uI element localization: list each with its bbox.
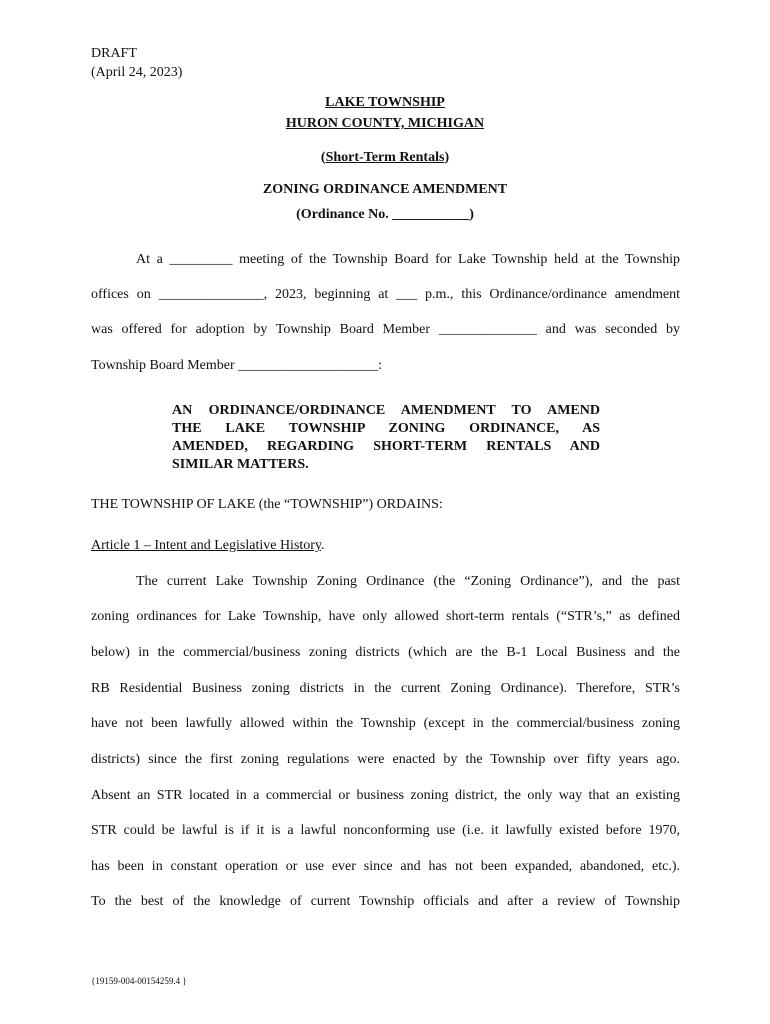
amendment-title: ZONING ORDINANCE AMENDMENT: [262, 182, 508, 197]
intro-line-1: At a _________ meeting of the Township Board for Lake Township held at the Township: [136, 252, 680, 267]
article-1-heading-period: .: [321, 538, 325, 553]
article-1-heading-text: Article 1 – Intent and Legislative History: [91, 538, 322, 553]
article-1-line: To the best of the knowledge of current Township officials and after a review of Township: [91, 894, 680, 909]
county-title: HURON COUNTY, MICHIGAN: [285, 116, 485, 131]
township-title: LAKE TOWNSHIP: [325, 95, 445, 110]
article-1-line: districts) since the first zoning regulations were enacted by the Township over fifty years ago.: [91, 752, 680, 767]
subject-title: [0, 150, 770, 166]
article-1-line: RB Residential Business zoning districts in the current Zoning Ordinance). Therefore, STR’s: [91, 681, 680, 696]
subject-close-paren: ): [444, 150, 450, 165]
subject-open-paren: (: [320, 150, 326, 165]
ordinance-number: (Ordinance No. ___________): [296, 207, 474, 222]
article-1-line: has been in constant operation or use ever since and has not been expanded, abandoned, etc.).: [91, 859, 680, 874]
article-1-heading: [91, 538, 325, 554]
draft-date: (April 24, 2023): [91, 65, 183, 80]
intro-line-3: was offered for adoption by Township Board Member ______________ and was seconded by: [91, 322, 680, 337]
document-footer-id: {19159-004-00154259.4 }: [91, 976, 187, 986]
caption-line-2: THE LAKE TOWNSHIP ZONING ORDINANCE, AS: [172, 421, 600, 436]
article-1-line: have not been lawfully allowed within the Township (except in the commercial/business zoning: [91, 716, 680, 731]
article-1-line: STR could be lawful is if it is a lawful nonconforming use (i.e. it lawfully existed before 1970,: [91, 823, 680, 838]
draft-label: DRAFT: [91, 46, 137, 61]
subject-text: Short-Term Rentals: [325, 150, 445, 165]
caption-line-4: SIMILAR MATTERS.: [172, 457, 309, 472]
ordains-statement: THE TOWNSHIP OF LAKE (the “TOWNSHIP”) ORDAINS:: [91, 497, 443, 512]
article-1-line: below) in the commercial/business zoning districts (which are the B-1 Local Business and the: [91, 645, 680, 660]
article-1-line: The current Lake Township Zoning Ordinance (the “Zoning Ordinance”), and the past: [136, 574, 680, 589]
article-1-line: zoning ordinances for Lake Township, have only allowed short-term rentals (“STR’s,” as defined: [91, 609, 680, 624]
intro-line-2: offices on _______________, 2023, beginning at ___ p.m., this Ordinance/ordinance amendment: [91, 287, 680, 302]
intro-line-4: Township Board Member ____________________:: [91, 358, 383, 373]
caption-line-1: AN ORDINANCE/ORDINANCE AMENDMENT TO AMEND: [172, 403, 600, 418]
article-1-line: Absent an STR located in a commercial or business zoning district, the only way that an existing: [91, 788, 680, 803]
caption-line-3: AMENDED, REGARDING SHORT-TERM RENTALS AND: [172, 439, 600, 454]
